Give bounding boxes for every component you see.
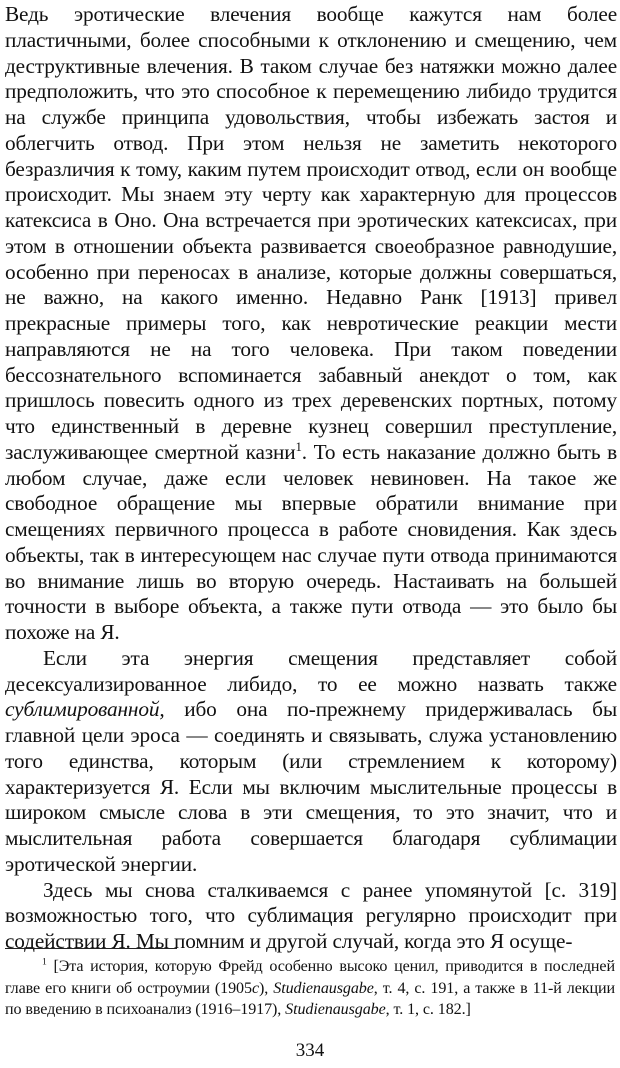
text-run: Если эта энергия смещения представляет собой десексуализированное либидо, то ее можно назвать также <box>5 645 617 696</box>
text-run: . То есть наказание должно быть в любом случае, даже если человек невиновен. На такое же свободное обращение мы впервые обратили внимание при смещениях первичного процесса в работе сновидения. Как здесь объекты, так в интересующем нас случае пути отвода принимаются во внимание лишь во вторую очередь. Настаивать на большей точности в выборе объекта, а также пути отвода — это было бы похоже на Я. <box>5 439 617 644</box>
footnote-marker: 1 <box>295 439 302 454</box>
footnote-marker: 1 <box>42 956 47 968</box>
text-run: [Эта история, которую Фрейд особенно высоко ценил, приводится в последней главе его книги об остроумии (1905 <box>5 958 615 997</box>
footnote-separator <box>5 948 177 949</box>
page-number: 334 <box>295 1040 325 1061</box>
italic-text: Studienausgabe <box>273 979 374 997</box>
italic-text: c <box>251 979 259 997</box>
italic-text: сублимированной, <box>5 697 165 722</box>
italic-text: Studienausgabe <box>285 1001 386 1018</box>
text-run: ), <box>259 979 274 997</box>
text-run: Ведь эротические влечения вообще кажутся нам более пластичными, более способными к отклонению и смещению, чем деструктивные влечения. В таком случае без натяжки можно далее предположить, что это способное к перемещению либидо трудится на службе принципа удовольствия, чтобы избежать застоя и облегчить отвод. При этом нельзя не заметить некоторого безразличия к тому, каким путем происходит отвод, если он вообще происходит. Мы знаем эту черту как характерную для процессов катексиса в Оно. Она встречается при эротических катексисах, при этом в отношении объекта развивается своеобразное равнодушие, особенно при переносах в анализе, которые должны совершаться, не важно, на какого именно. Недавно Ранк [1913] привел прекрасные примеры того, как невротические реакции мести направляются не на того человека. При таком поведении бессознательного вспоминается забавный анекдот о том, как пришлось повесить одного из трех деревенских портных, потому что единственный в деревне кузнец совершил преступление, заслуживающее смертной казни <box>5 2 617 464</box>
footnote <box>5 956 615 1021</box>
paragraph <box>5 646 617 878</box>
text-run: ибо она по-прежнему придерживалась бы главной цели эроса — соединять и связывать, служа установлению того единства, которым (или стремлением к которому) характеризуется Я. Если мы включим мыслительные процессы в широком смысле слова в эти смещения, то это значит, что и мыслительная работа совершается благодаря сублимации эротической энергии. <box>5 697 617 876</box>
main-text <box>5 2 617 955</box>
text-run: , т. 1, с. 182.] <box>385 1001 471 1018</box>
text-run: , т. 4, с. 191, а также в 11-й лекции по введению в психоанализ (1916–1917), <box>5 979 615 1018</box>
paragraph <box>5 2 617 646</box>
text-run: Здесь мы снова сталкиваемся с ранее упомянутой [с. 319] возможностью того, что сублимация регулярно происходит при содействии Я. Мы помним и другой случай, когда это Я осуще- <box>5 877 617 953</box>
paragraph <box>5 878 617 955</box>
